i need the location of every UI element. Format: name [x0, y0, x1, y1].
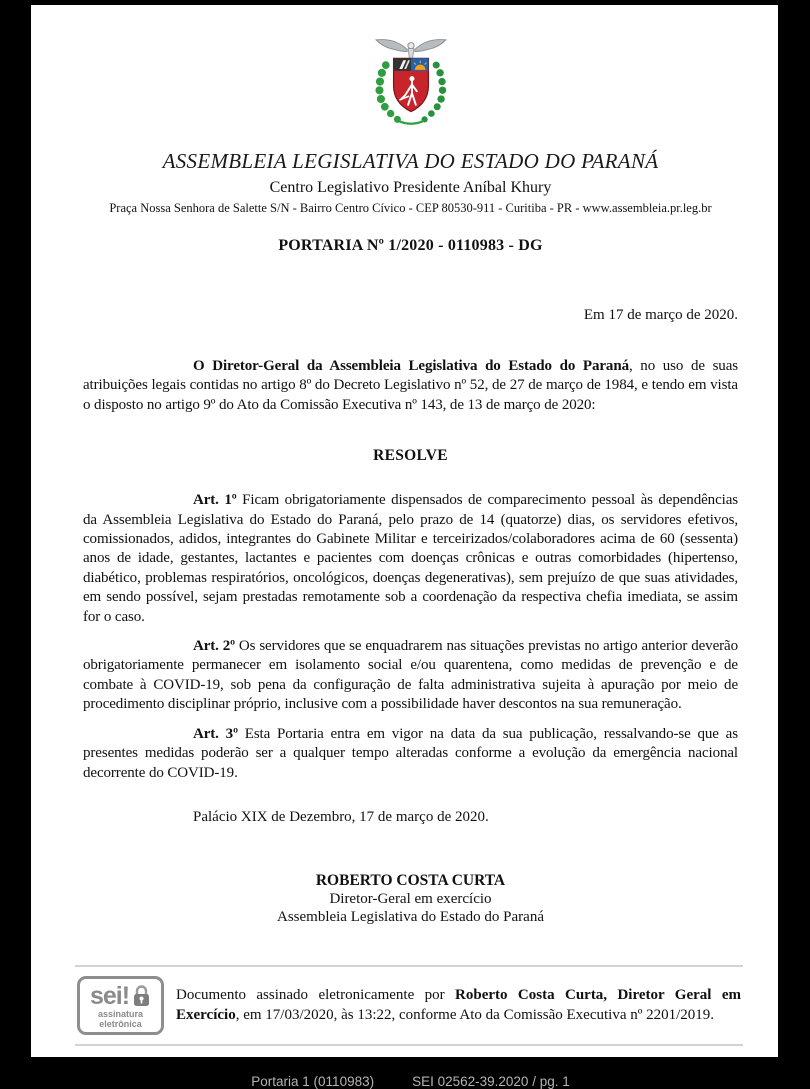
place-date-line: Palácio XIX de Dezembro, 17 de março de 2020. [193, 808, 489, 825]
signer-role: Diretor-Geral em exercício [329, 891, 492, 908]
sei-badge [77, 976, 164, 1035]
signer-name: ROBERTO COSTA CURTA [315, 871, 506, 889]
statement-signer: Roberto Costa Curta, Diretor Geral em Exercício [176, 987, 741, 1023]
article-3-text: Esta Portaria entra em vigor na data da sua publicação, ressalvando-se que as presentes medidas poderão ser a qualquer tempo alteradas conforme a evolução da emergência nacional decorrente do COVID-19. [83, 725, 738, 781]
page-footer [83, 1074, 738, 1089]
org-address: Praça Nossa Senhora de Salette S/N - Bairro Centro Cívico - CEP 80530-911 - Curitiba - PR - www.assembleia.pr.leg.br [109, 201, 712, 215]
electronic-signature-section [75, 965, 743, 1046]
sei-logo-subtext-line2: eletrônica [99, 1018, 142, 1029]
preamble-bold: O Diretor-Geral da Assembleia Legislativa do Estado do Paraná [193, 358, 629, 374]
article-2-paragraph [83, 637, 738, 715]
signature-statement [176, 986, 741, 1025]
resolve-heading: RESOLVE [373, 447, 448, 465]
document-page [31, 5, 778, 1089]
article-3-label: Art. 3º [193, 725, 238, 742]
sei-logo-text: sei! [89, 982, 130, 1011]
org-name: ASSEMBLEIA LEGISLATIVA DO ESTADO DO PARANÁ [162, 149, 659, 173]
statement-suffix: , em 17/03/2020, às 13:22, conforme Ato da Comissão Executiva nº 2201/2019. [235, 1006, 715, 1023]
footer-sei-ref: SEI 02562-39.2020 / pg. 1 [412, 1074, 570, 1089]
document-title: PORTARIA Nº 1/2020 - 0110983 - DG [278, 237, 543, 254]
article-2-text: Os servidores que se enquadrarem nas situações previstas no artigo anterior deverão obrigatoriamente permanecer em isolamento social e/ou quarentena, como medidas de prevenção e de combate à COVID-19, sob pena da configuração de falta administrativa sujeita à apuração por meio de procedimento disciplinar próprio, inclusive com a possibilidade haver descontos na sua remuneração. [83, 638, 738, 713]
org-building: Centro Legislativo Presidente Aníbal Khury [269, 179, 552, 196]
footer-doc-ref: Portaria 1 (0110983) [251, 1074, 375, 1089]
sei-logo-subtext [98, 1010, 143, 1029]
article-3-paragraph [83, 725, 738, 783]
date-line: Em 17 de março de 2020. [583, 307, 738, 323]
article-1-paragraph [83, 491, 738, 627]
article-2-label: Art. 2º [193, 638, 236, 655]
parana-coat-of-arms-icon [362, 35, 460, 132]
signature-block [83, 872, 738, 927]
preamble-rest: , no uso de suas atribuições legais contidas no artigo 8º do Decreto Legislativo nº 52, de 27 de março de 1984, e tendo em vista o disposto no artigo 9º do Ato da Comissão Executiva nº 143, de 13 de março de 2020: [83, 358, 739, 413]
sei-logo-subtext-line1: assinatura [97, 1009, 144, 1020]
statement-prefix: Documento assinado eletronicamente por [176, 987, 456, 1004]
signer-org: Assembleia Legislativa do Estado do Paraná [276, 908, 544, 925]
article-1-text: Ficam obrigatoriamente dispensados de comparecimento pessoal às dependências da Assembleia Legislativa do Estado do Paraná, pelo prazo de 14 (quatorze) dias, os servidores efetivos, comissionados, adidos, integrantes do Gabinete Militar e terceirizados/colaboradores acima de 60 (sessenta) anos de idade, gestantes, lactantes e pacientes com doenças crônicas e outras comorbidades (hipertenso, diabético, problemas respiratórios, oncológicos, doenças degenerativas), sem prejuízo de que suas atividades, em sendo possível, sejam prestadas remotamente sob a coordenação da respectiva chefia imediata, se assim for o caso. [83, 492, 738, 625]
lock-icon [132, 984, 151, 1008]
article-1-label: Art. 1º [193, 492, 237, 509]
preamble-paragraph [83, 357, 738, 415]
header-emblem [83, 35, 738, 137]
